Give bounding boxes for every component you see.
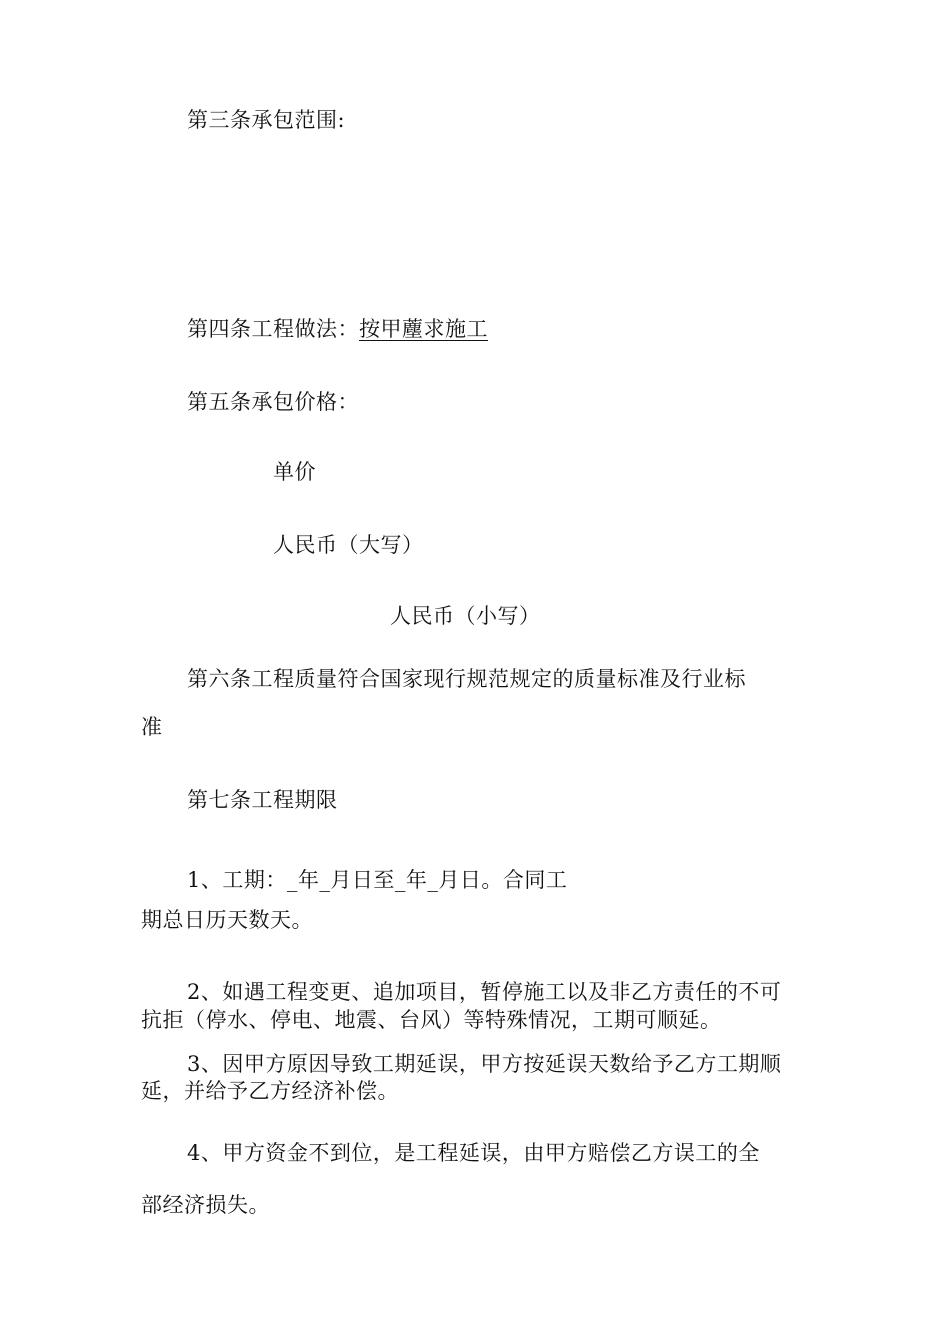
unit-price-label: 单价 bbox=[273, 460, 316, 484]
clause-7-item-2-line-1: 2、如遇工程变更、追加项目，暂停施工以及非乙方责任的不可 bbox=[187, 980, 782, 1004]
clause-6-line-1: 第六条工程质量符合国家现行规范规定的质量标准及行业标 bbox=[187, 667, 746, 691]
clause-3-heading: 第三条承包范围: bbox=[187, 108, 346, 132]
clause-7-item-2-line-2: 抗拒（停水、停电、地震、台风）等特殊情况，工期可顺延。 bbox=[141, 1008, 722, 1032]
rmb-uppercase-label: 人民币（大写） bbox=[273, 533, 424, 557]
clause-7-item-4-line-1: 4、甲方资金不到位，是工程延误，由甲方赔偿乙方误工的全 bbox=[187, 1141, 760, 1165]
clause-4-label: 第四条工程做法： bbox=[187, 317, 359, 341]
clause-7-item-1-line-1: 1、工期：_年_月日至_年_月日。合同工 bbox=[187, 868, 568, 892]
clause-7-item-3-line-2: 延，并给予乙方经济补偿。 bbox=[141, 1079, 399, 1103]
clause-7-heading: 第七条工程期限 bbox=[187, 788, 338, 812]
clause-4-value: 按甲薼求施工 bbox=[359, 317, 488, 341]
clause-7-item-1-line-2: 期总日历天数天。 bbox=[141, 908, 313, 932]
clause-7-item-4-line-2: 部经济损失。 bbox=[141, 1193, 270, 1217]
clause-4-line bbox=[187, 315, 488, 343]
clause-5-heading: 第五条承包价格： bbox=[187, 390, 359, 414]
rmb-lowercase-label: 人民币（小写） bbox=[390, 604, 541, 628]
clause-7-item-3-line-1: 3、因甲方原因导致工期延误，甲方按延误天数给予乙方工期顺 bbox=[187, 1052, 782, 1076]
clause-6-line-2: 准 bbox=[141, 715, 163, 739]
